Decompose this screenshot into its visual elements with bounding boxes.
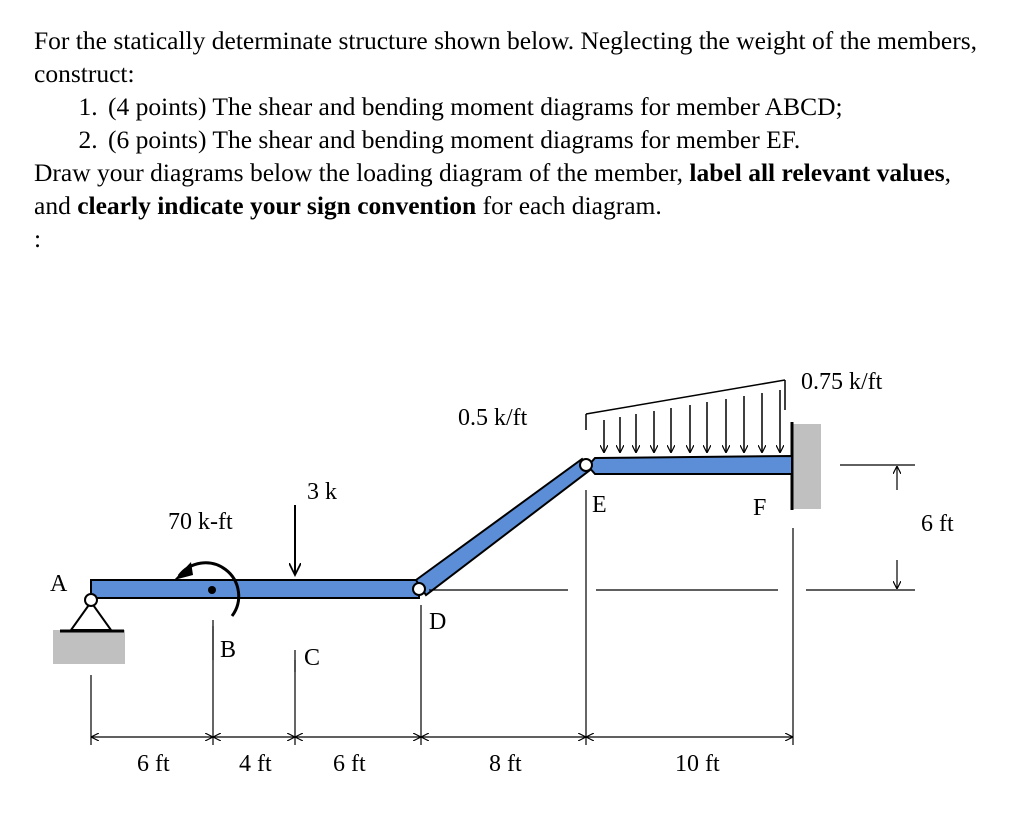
member-ef: [588, 456, 792, 474]
instruction-bold-2: clearly indicate your sign convention: [77, 191, 477, 220]
instruction-prefix: Draw your diagrams below the loading diagram of the member,: [34, 158, 690, 187]
point-load-label: 3 k: [307, 479, 337, 505]
dim-cd: 6 ft: [333, 751, 366, 777]
max-load-label: 0.75 k/ft: [801, 369, 883, 395]
dim-de: 8 ft: [489, 751, 522, 777]
moment-label: 70 k-ft: [168, 509, 233, 535]
pin-support-a: [53, 602, 125, 664]
trailing-mark: :: [34, 224, 42, 253]
dim-height: 6 ft: [921, 511, 954, 537]
distributed-load: [586, 380, 785, 452]
label-f: F: [753, 495, 767, 521]
label-d: D: [429, 609, 447, 635]
label-e: E: [592, 492, 607, 518]
hinge-d: [413, 583, 425, 595]
label-b: B: [220, 637, 237, 663]
hinge-a: [85, 594, 97, 606]
dim-bc: 4 ft: [239, 751, 272, 777]
label-c: C: [304, 645, 321, 671]
problem-item-2: 2. (6 points) The shear and bending moment diagrams for member EF.: [104, 123, 994, 156]
problem-item-1: 1. (4 points) The shear and bending moment diagrams for member ABCD;: [104, 90, 994, 123]
member-abcd: [91, 580, 419, 598]
uniform-load-label: 0.5 k/ft: [458, 405, 528, 431]
instruction-mid: , and: [34, 158, 952, 220]
instruction-bold-1: label all relevant values: [689, 158, 945, 187]
dim-ab: 6 ft: [137, 751, 170, 777]
member-de: [416, 459, 590, 595]
fixed-wall-support: [792, 422, 821, 510]
dim-ef: 10 ft: [675, 751, 720, 777]
hinge-e: [580, 459, 592, 471]
instruction-suffix: for each diagram.: [476, 191, 662, 220]
label-a: A: [50, 571, 68, 597]
problem-intro: For the statically determinate structure shown below. Neglecting the weight of the members, construct:: [34, 26, 977, 88]
